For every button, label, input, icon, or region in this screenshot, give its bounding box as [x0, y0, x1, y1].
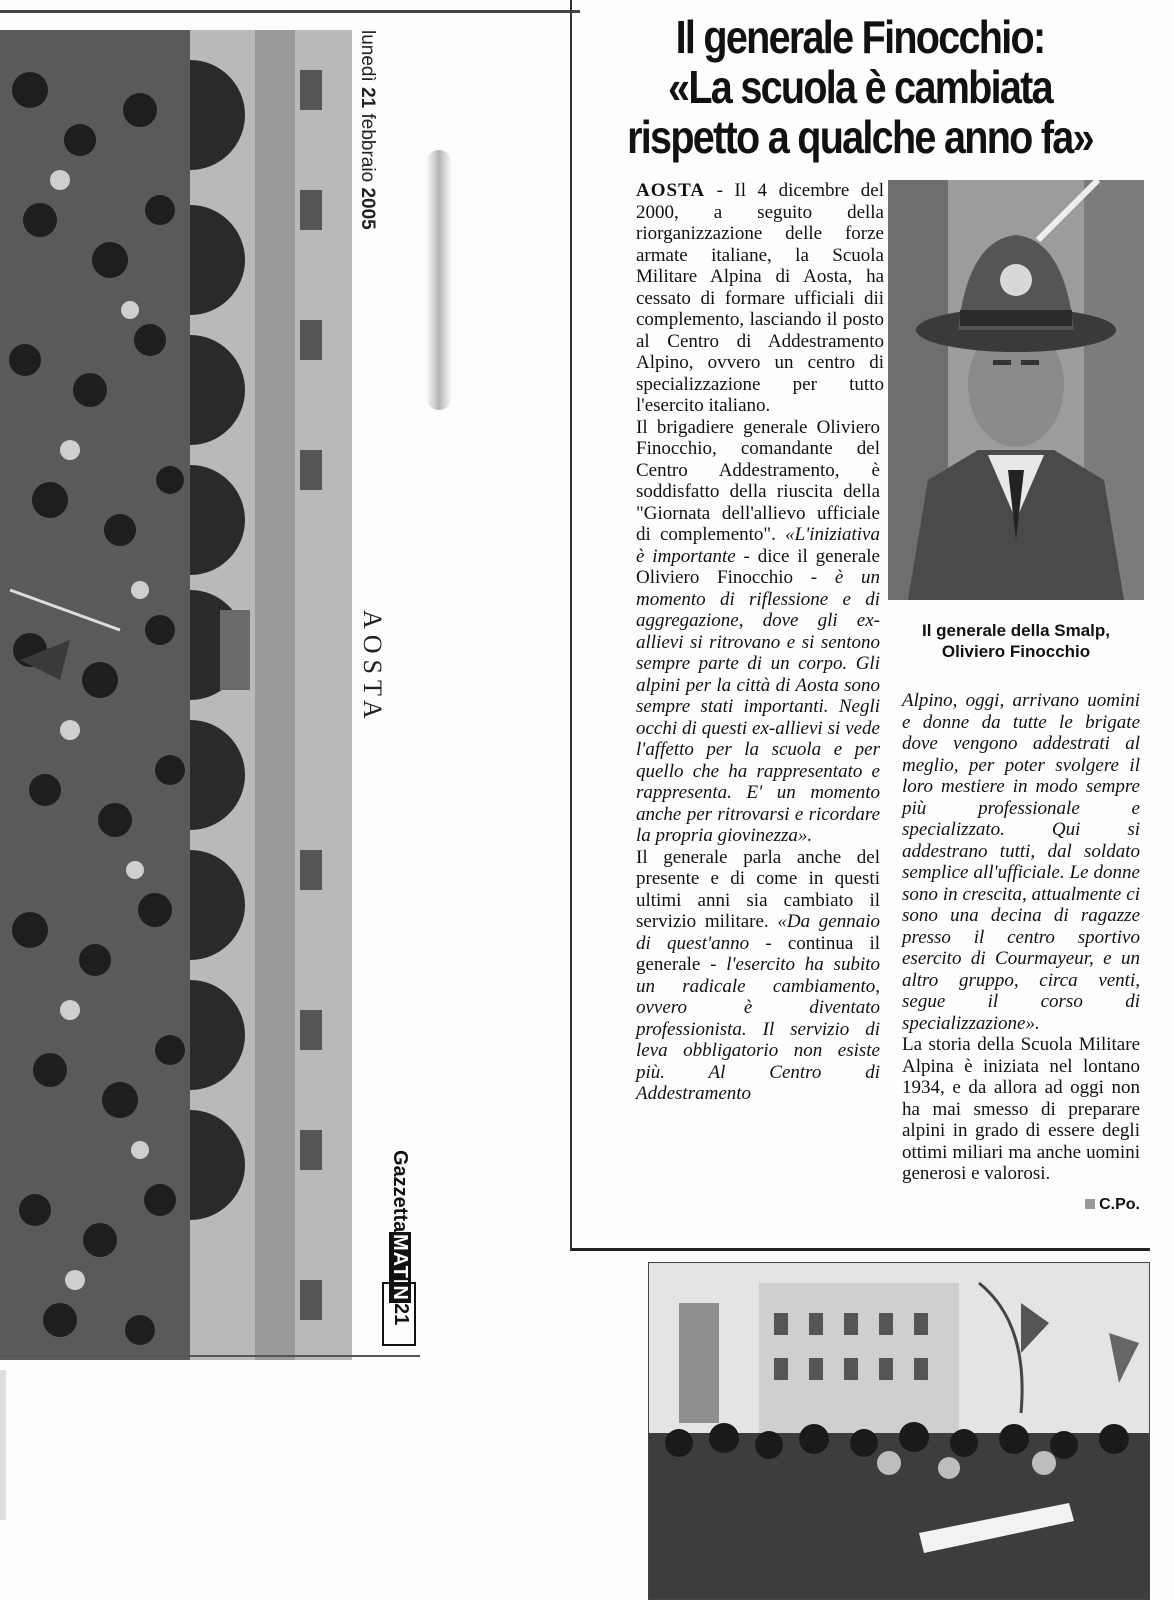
- caption-line1: Il generale della Smalp,: [921, 621, 1111, 640]
- headline-line2: «La scuola è cambiata: [668, 61, 1052, 113]
- masthead-line2: MATIN: [389, 1234, 411, 1302]
- article-column-1: [636, 180, 884, 1105]
- signature-text: C.Po.: [1099, 1196, 1140, 1213]
- paragraph-3-d: l'esercito ha subito un radicale cambiamento, ovvero è diventato professionista. Il servizio di leva obbligatorio non esiste più. Al Centro di Addestramento: [636, 954, 880, 1104]
- headline: [619, 12, 1101, 162]
- section-label: AOSTA: [358, 610, 387, 725]
- caption-line2: Oliviero Finocchio: [941, 642, 1091, 661]
- paragraph-3: [636, 847, 880, 1105]
- paragraph-2-d: è un momento di riflessione e di aggregazione, dove gli ex-allievi si ritrovano e si sentono sempre parte di un corpo. Gli alpini per la città di Aosta sono sempre stati importanti. Negli occhi di questi ex-allievi si vede l'affetto per la scuola e per quello che ha rappresentato e rappresenta. E' un momento anche per ritrovarsi e ricordare la propria giovinezza».: [636, 567, 880, 846]
- article-column-2: [902, 690, 1140, 1185]
- ceremony-photo-drawing: [649, 1263, 1149, 1599]
- page-bottom-edge: [0, 1355, 420, 1357]
- date-year: 2005: [357, 187, 378, 230]
- ceremony-photo: [648, 1262, 1150, 1600]
- paragraph-3-c: - continua il generale -: [636, 932, 880, 975]
- margin-mark: [0, 1370, 6, 1520]
- date-prefix: lunedì: [357, 30, 378, 82]
- signature-square: [1085, 1199, 1095, 1209]
- paragraph-2-c: - dice il generale Oliviero Finocchio -: [636, 545, 880, 588]
- author-signature: [1060, 1196, 1140, 1214]
- paragraph-3-a: Il generale parla anche del presente e di come in questi ultimi anni sia cambiato il servizio militare.: [636, 846, 880, 932]
- paragraph-3-b: «Da gennaio di quest'anno: [636, 911, 881, 954]
- general-portrait-drawing: [888, 180, 1144, 600]
- paragraph-4: Alpino, oggi, arrivano uomini e donne da tutte le brigate dove vengono addestrati al meglio, per poter svolgere il loro mestiere in modo sempre più professionale e specializzato. Qui si addestrano tutti, dal soldato semplice all'ufficiale. Le donne sono in crescita, attualmente ci sono una decina di ragazze presso il centro sportivo esercito di Courmayeur, e un altro gruppo, circa venti, segue il corso di specializzazione».: [902, 690, 1140, 1034]
- photo-caption: [888, 620, 1144, 662]
- page-top-edge: [0, 0, 580, 13]
- headline-line1: Il generale Finocchio:: [675, 11, 1045, 63]
- page-date: [350, 30, 384, 360]
- parade-photo-drawing: [0, 30, 352, 1360]
- headline-line3: rispetto a qualche anno fa»: [627, 111, 1093, 163]
- paragraph-2-a: Il brigadiere generale Oliviero Finocchio, comandante del Centro Addestramento, è soddisfatto della riuscita della "Giornata dell'allievo ufficiale di complemento".: [636, 416, 880, 545]
- page-number: 21: [382, 1282, 416, 1346]
- parade-photo: [0, 30, 352, 1360]
- dateline: AOSTA: [636, 180, 706, 201]
- paragraph-5: La storia della Scuola Militare Alpina è iniziata nel lontano 1934, e da allora ad oggi non ha mai smesso di preparare alpini in grado di essere degli ottimi miliari ma anche uomini generosi e valorosi.: [902, 1034, 1140, 1184]
- paragraph-1-text: - Il 4 dicembre del 2000, a seguito della riorganizzazione delle forze armate italiane, la Scuola Militare Alpina di Aosta, ha cessato di formare ufficiali dii complemento, lasciando il posto al Centro di Addestramento Alpino, ovvero un centro di specializzazione per tutto l'esercito italiano.: [636, 180, 884, 416]
- paragraph-2: [636, 417, 880, 847]
- general-portrait-photo: [888, 180, 1144, 600]
- date-day: 21: [357, 87, 378, 109]
- masthead: [362, 1150, 411, 1302]
- paragraph-2-b: «L'iniziativa è importante: [636, 524, 880, 567]
- paragraph-1: [636, 180, 884, 417]
- smudge-mark: [426, 150, 452, 410]
- date-month: febbraio: [357, 113, 378, 183]
- masthead-line1: Gazzetta: [389, 1150, 411, 1233]
